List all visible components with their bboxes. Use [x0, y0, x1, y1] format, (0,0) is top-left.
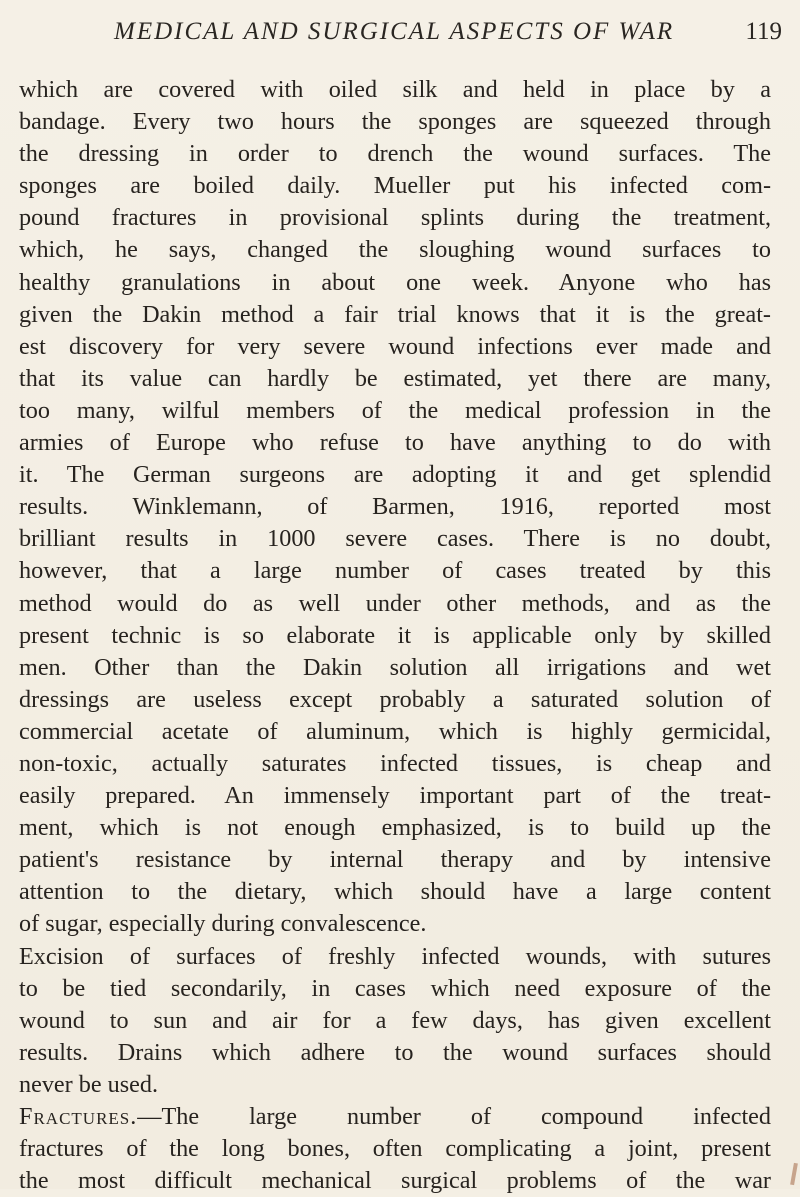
text-line: bandage. Every two hours the sponges are squeezed through: [19, 108, 771, 136]
text-line: Excision of surfaces of freshly infected wounds, with sutures: [19, 942, 771, 970]
text-line: armies of Europe who refuse to have anything to do with: [19, 429, 771, 457]
text-line: that its value can hardly be estimated, yet there are many,: [19, 364, 771, 392]
text-line: given the Dakin method a fair trial knows that it is the great-: [19, 300, 771, 328]
text-line: non-toxic, actually saturates infected tissues, is cheap and: [19, 749, 771, 777]
text-line: results. Drains which adhere to the wound surfaces should: [19, 1038, 771, 1066]
text-line: easily prepared. An immensely important part of the treat-: [19, 782, 771, 810]
text-line: patient's resistance by internal therapy and by intensive: [19, 846, 771, 874]
text-line: which are covered with oiled silk and held in place by a: [19, 76, 771, 103]
text-line: method would do as well under other methods, and as the: [19, 589, 771, 617]
text-line: est discovery for very severe wound infections ever made and: [19, 332, 771, 360]
text-line: results. Winklemann, of Barmen, 1916, reported most: [19, 493, 771, 521]
page-number: 119: [745, 18, 782, 45]
running-title: MEDICAL AND SURGICAL ASPECTS OF WAR: [114, 18, 675, 45]
fractures-text: —The large number of compound infected: [137, 1103, 771, 1130]
text-line: brilliant results in 1000 severe cases. There is no doubt,: [19, 525, 771, 553]
text-line: too many, wilful members of the medical profession in the: [19, 396, 771, 424]
text-line: never be used.: [19, 1070, 159, 1098]
text-line: it. The German surgeons are adopting it and get splendid: [19, 461, 771, 489]
text-line: however, that a large number of cases treated by this: [19, 557, 771, 585]
page-edge-mark: [790, 1163, 798, 1185]
text-line: present technic is so elaborate it is applicable only by skilled: [19, 621, 771, 649]
text-line: attention to the dietary, which should have a large content: [19, 878, 771, 906]
text-line: fractures of the long bones, often complicating a joint, present: [19, 1135, 771, 1163]
text-line: commercial acetate of aluminum, which is highly germicidal,: [19, 717, 771, 745]
body-text: [19, 74, 771, 1197]
text-line: the most difficult mechanical surgical problems of the war: [19, 1167, 771, 1195]
text-line: dressings are useless except probably a saturated solution of: [19, 685, 771, 713]
text-line: men. Other than the Dakin solution all irrigations and wet: [19, 653, 771, 681]
text-line: sponges are boiled daily. Mueller put his infected com-: [19, 172, 771, 200]
text-line: wound to sun and air for a few days, has given excellent: [19, 1006, 771, 1034]
text-line: to be tied secondarily, in cases which need exposure of the: [19, 974, 771, 1002]
fractures-heading: Fractures.: [19, 1103, 138, 1130]
fractures-first-line: [19, 1101, 771, 1133]
text-line: the dressing in order to drench the wound surfaces. The: [19, 140, 771, 168]
text-line: ment, which is not enough emphasized, is to build up the: [19, 814, 771, 842]
text-line: healthy granulations in about one week. Anyone who has: [19, 268, 771, 296]
text-line: of sugar, especially during convalescence.: [19, 910, 427, 938]
running-head: [0, 18, 800, 54]
text-line: pound fractures in provisional splints during the treatment,: [19, 204, 771, 232]
text-line: which, he says, changed the sloughing wound surfaces to: [19, 236, 771, 264]
